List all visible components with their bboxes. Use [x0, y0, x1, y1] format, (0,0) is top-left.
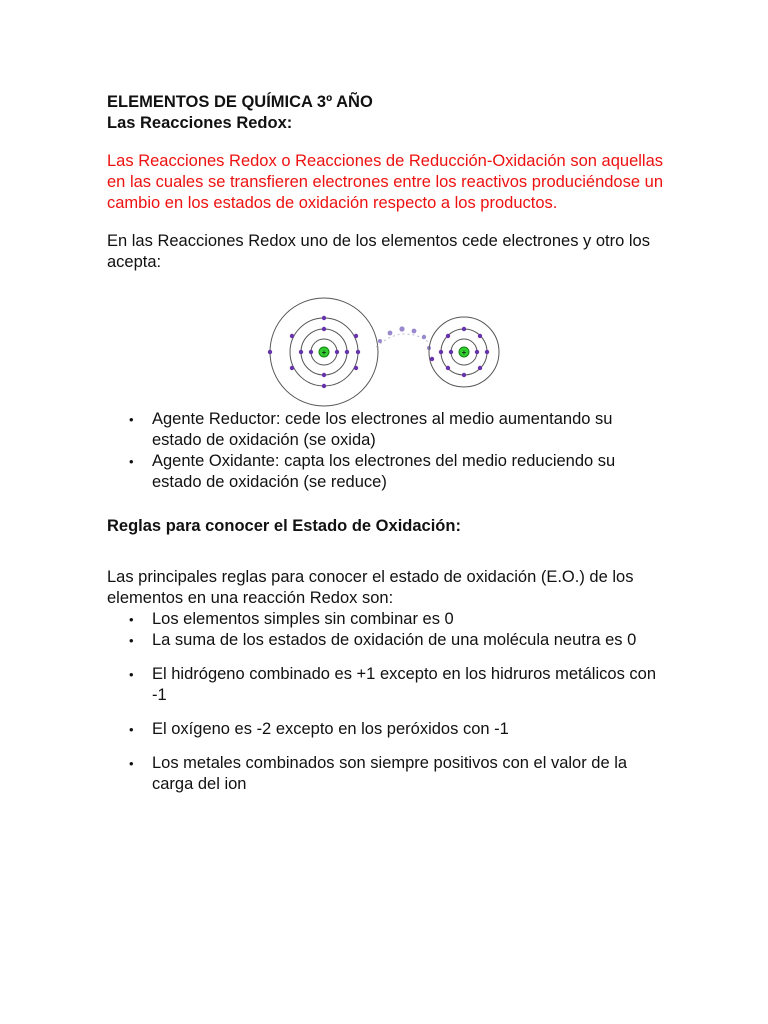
bullet-icon: • — [129, 722, 134, 737]
list-item-text: Agente Oxidante: capta los electrones del medio reduciendo su estado de oxidación (se reduce) — [152, 452, 616, 491]
right-nucleus-sign: + — [461, 348, 467, 357]
list-item-rule-3 — [107, 664, 663, 706]
bullet-icon: • — [129, 612, 134, 627]
list-item-rule-1 — [107, 609, 663, 630]
list-item-text: Agente Reductor: cede los electrones al medio aumentando su estado de oxidación (se oxida) — [152, 410, 613, 449]
list-item-rule-4 — [107, 719, 663, 740]
list-item-agent-oxidante — [107, 451, 663, 493]
section-title-redox: Las Reacciones Redox: — [107, 114, 293, 132]
rules-list — [107, 609, 663, 795]
definition-paragraph: Las Reacciones Redox o Reacciones de Reducción-Oxidación son aquellas en las cuales se transfieren electrones entre los reactivos produciéndose un cambio en los estados de oxidación respecto a los productos. — [107, 152, 663, 212]
section-title-rules: Reglas para conocer el Estado de Oxidación: — [107, 517, 461, 535]
list-item-text: Los metales combinados son siempre positivos con el valor de la carga del ion — [152, 754, 628, 793]
document-page — [107, 92, 663, 795]
bullet-icon: • — [129, 412, 134, 427]
right-atom — [429, 317, 499, 387]
document-title: ELEMENTOS DE QUÍMICA 3º AÑO — [107, 93, 373, 111]
list-item-rule-5 — [107, 753, 663, 795]
list-item-text: El hidrógeno combinado es +1 excepto en los hidruros metálicos con -1 — [152, 665, 657, 704]
electron-transfer-diagram — [107, 295, 663, 409]
list-item-text: La suma de los estados de oxidación de una molécula neutra es 0 — [152, 631, 637, 649]
agents-list — [107, 409, 663, 493]
rules-intro-paragraph: Las principales reglas para conocer el estado de oxidación (E.O.) de los elementos en una reacción Redox son: — [107, 568, 634, 607]
list-item-agent-reductor — [107, 409, 663, 451]
left-atom — [268, 298, 378, 406]
bullet-icon: • — [129, 633, 134, 648]
bullet-icon: • — [129, 756, 134, 771]
atoms-illustration — [266, 295, 502, 409]
electron-transfer-path — [376, 326, 431, 350]
list-item-text: Los elementos simples sin combinar es 0 — [152, 610, 454, 628]
intro-paragraph: En las Reacciones Redox uno de los elementos cede electrones y otro los acepta: — [107, 232, 650, 271]
left-nucleus-sign: + — [321, 348, 327, 357]
list-item-text: El oxígeno es -2 excepto en los peróxidos con -1 — [152, 720, 509, 738]
bullet-icon: • — [129, 667, 134, 682]
bullet-icon: • — [129, 454, 134, 469]
list-item-rule-2 — [107, 630, 663, 651]
